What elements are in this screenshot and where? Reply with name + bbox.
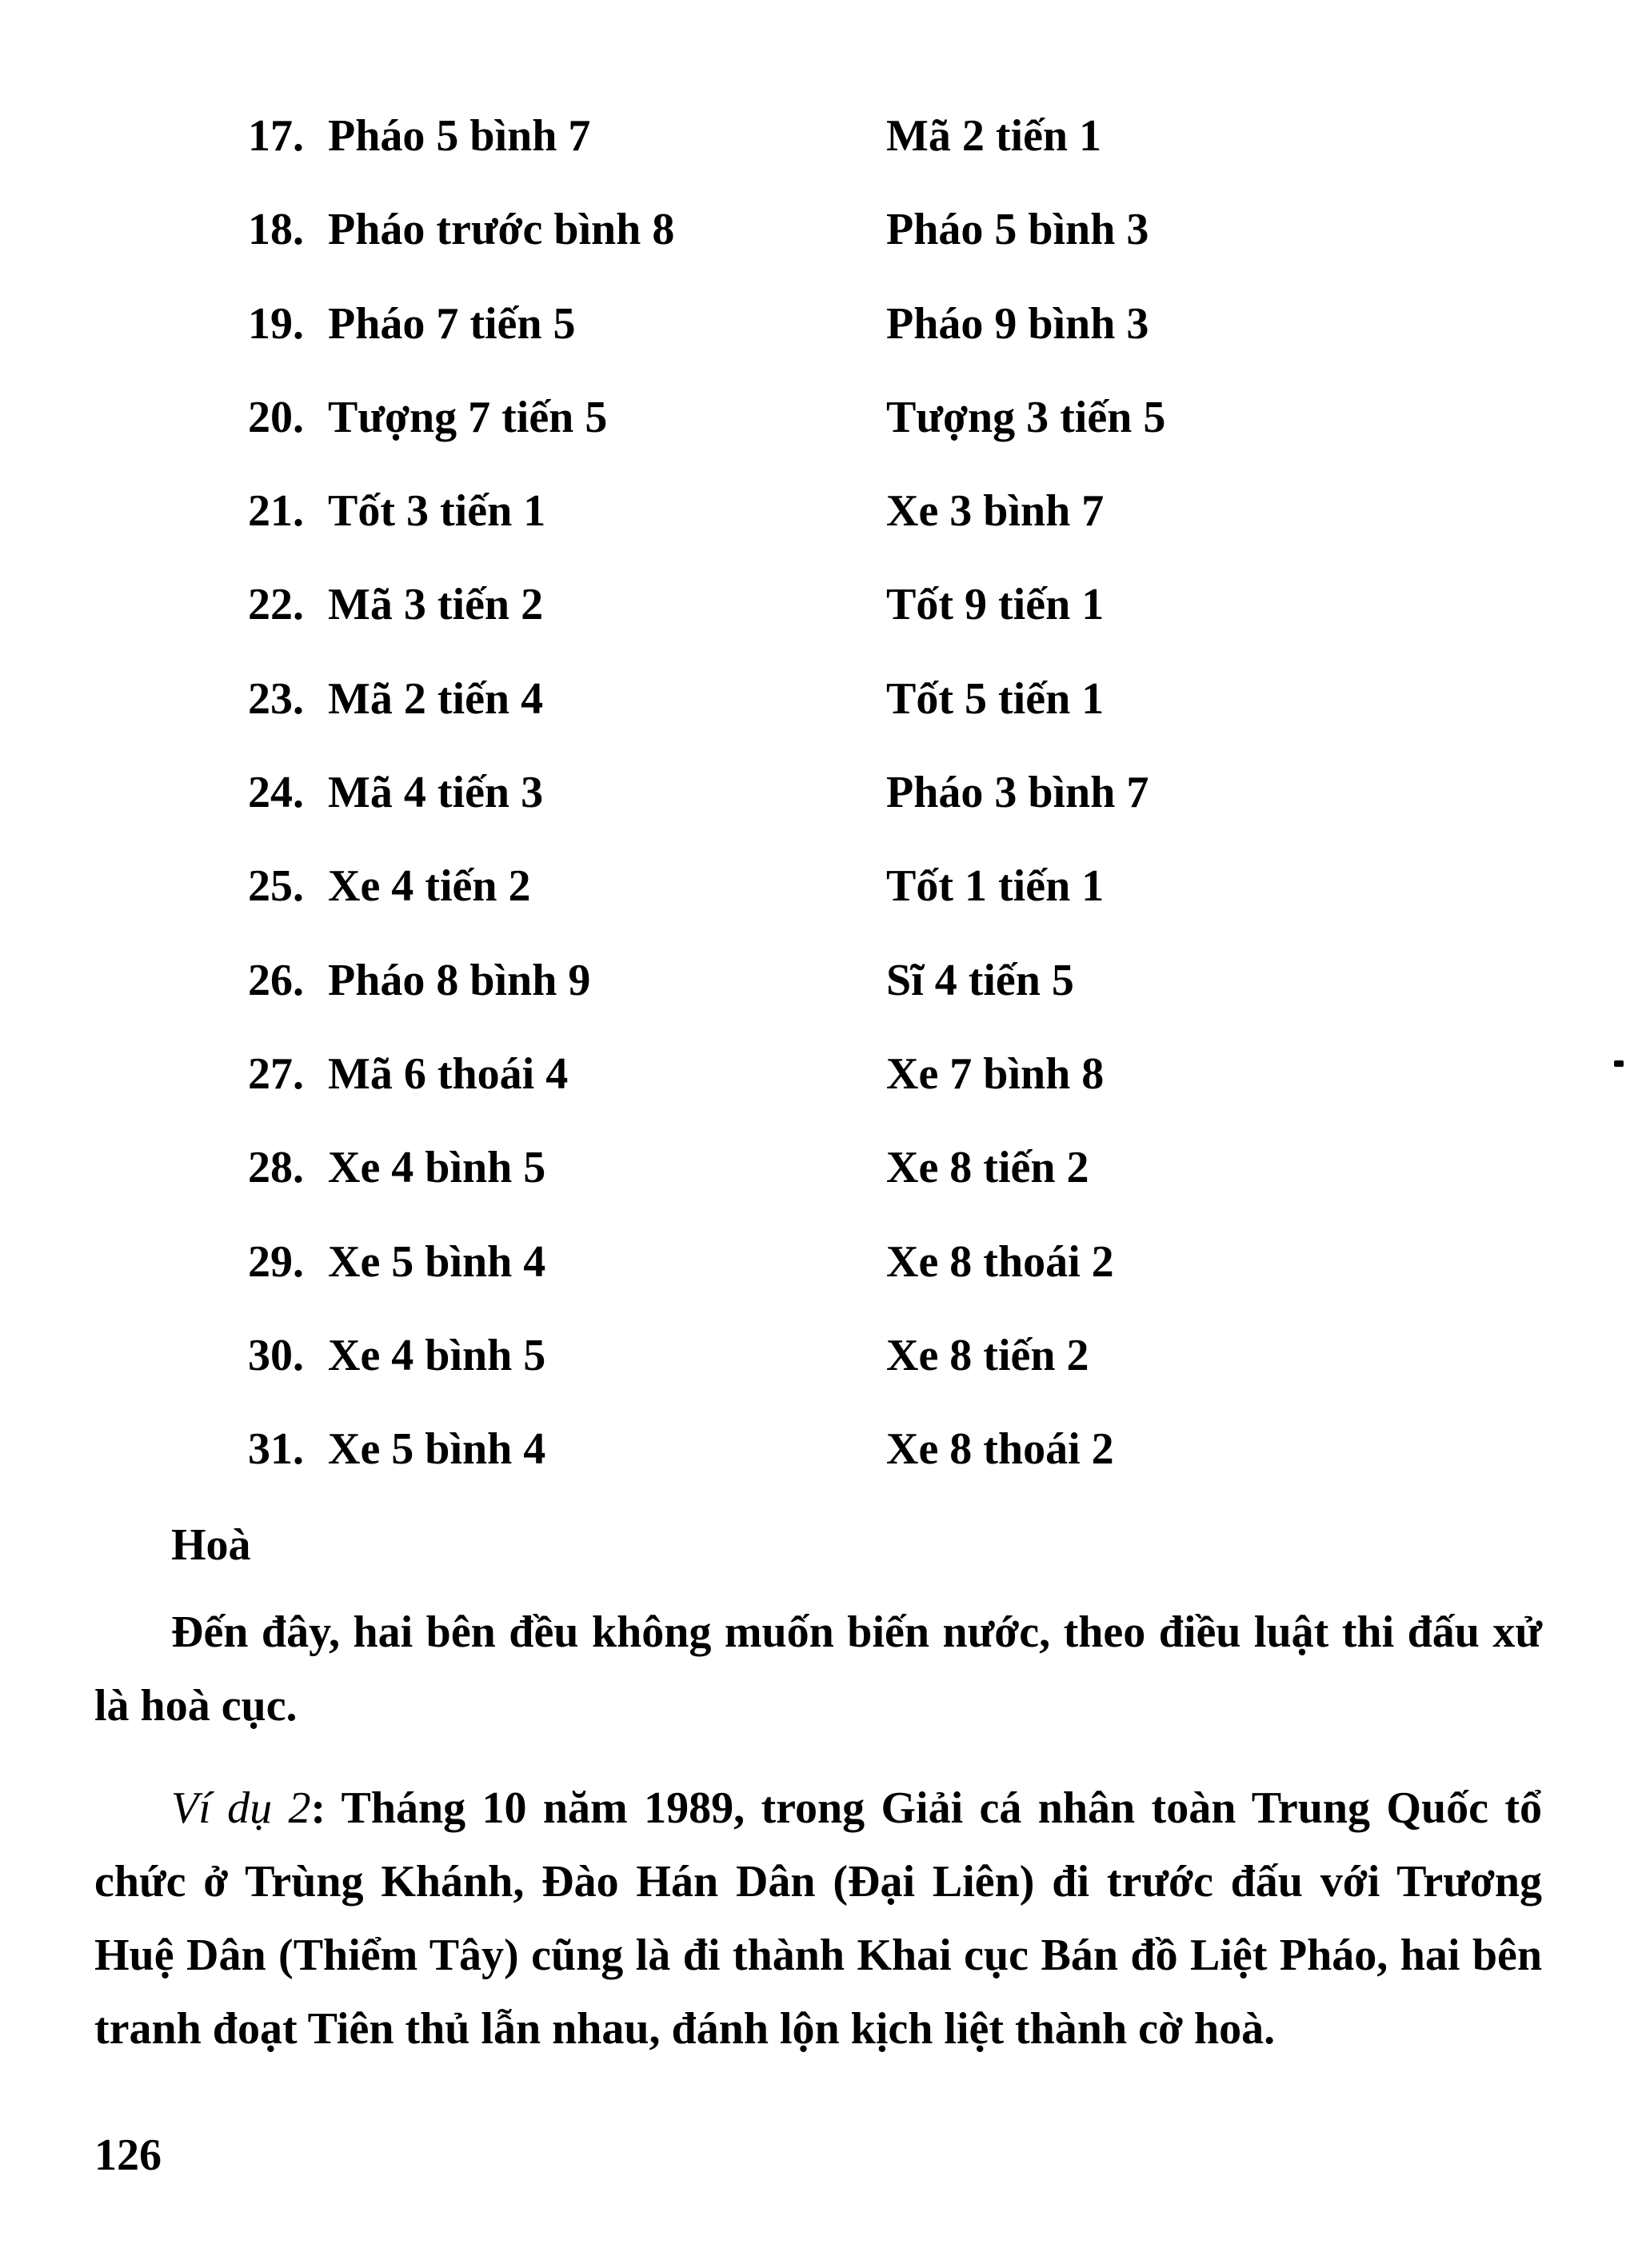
move-row — [0, 948, 1638, 1042]
move-number: 26. — [248, 955, 304, 1005]
move-number: 31. — [248, 1424, 304, 1475]
black-move: Xe 8 tiến 2 — [886, 1143, 1089, 1193]
move-number: 29. — [248, 1236, 304, 1287]
red-move: Xe 4 tiến 2 — [328, 861, 531, 912]
move-number: 22. — [248, 580, 304, 630]
red-move: Tượng 7 tiến 5 — [328, 392, 608, 442]
red-move: Tốt 3 tiến 1 — [328, 486, 546, 537]
move-number: 28. — [248, 1143, 304, 1193]
print-speck — [1614, 1060, 1624, 1067]
red-move: Mã 3 tiến 2 — [328, 580, 544, 630]
move-row — [0, 1042, 1638, 1136]
red-move: Pháo 7 tiến 5 — [328, 298, 576, 349]
move-row — [0, 1324, 1638, 1417]
move-number: 18. — [248, 205, 304, 255]
move-row — [0, 1417, 1638, 1511]
move-number: 27. — [248, 1048, 304, 1099]
move-number: 21. — [248, 486, 304, 537]
black-move: Mã 2 tiến 1 — [886, 111, 1102, 161]
black-move: Pháo 9 bình 3 — [886, 298, 1149, 349]
black-move: Tượng 3 tiến 5 — [886, 392, 1166, 442]
black-move: Tốt 9 tiến 1 — [886, 580, 1105, 630]
move-row — [0, 573, 1638, 666]
move-list — [0, 104, 1638, 1511]
move-number: 17. — [248, 111, 304, 161]
black-move: Tốt 5 tiến 1 — [886, 673, 1105, 724]
move-number: 19. — [248, 298, 304, 349]
move-number: 20. — [248, 392, 304, 442]
move-row — [0, 1136, 1638, 1229]
black-move: Xe 7 bình 8 — [886, 1048, 1105, 1099]
black-move: Pháo 5 bình 3 — [886, 205, 1149, 255]
move-number: 25. — [248, 861, 304, 912]
paragraph-conclusion: Đến đây, hai bên đều không muốn biến nước, theo điều luật thi đấu xử là hoà cục. — [94, 1607, 1542, 1731]
red-move: Pháo trước bình 8 — [328, 205, 675, 255]
red-move: Xe 5 bình 4 — [328, 1236, 546, 1287]
example-label: Ví dụ 2 — [171, 1783, 311, 1833]
move-row — [0, 385, 1638, 479]
black-move: Xe 3 bình 7 — [886, 486, 1105, 537]
red-move: Pháo 5 bình 7 — [328, 111, 591, 161]
red-move: Pháo 8 bình 9 — [328, 955, 591, 1005]
move-row — [0, 761, 1638, 854]
red-move: Mã 4 tiến 3 — [328, 768, 544, 818]
move-row — [0, 104, 1638, 198]
page-number: 126 — [94, 2130, 162, 2180]
black-move: Xe 8 thoái 2 — [886, 1236, 1114, 1287]
black-move: Sĩ 4 tiến 5 — [886, 955, 1074, 1005]
move-number: 30. — [248, 1330, 304, 1380]
black-move: Xe 8 tiến 2 — [886, 1330, 1089, 1380]
move-row — [0, 292, 1638, 385]
game-result: Hoà — [171, 1520, 251, 1570]
move-row — [0, 667, 1638, 761]
red-move: Xe 4 bình 5 — [328, 1330, 546, 1380]
red-move: Xe 5 bình 4 — [328, 1424, 546, 1475]
move-row — [0, 854, 1638, 948]
move-number: 23. — [248, 673, 304, 724]
black-move: Tốt 1 tiến 1 — [886, 861, 1105, 912]
red-move: Mã 6 thoái 4 — [328, 1048, 569, 1099]
red-move: Mã 2 tiến 4 — [328, 673, 544, 724]
black-move: Pháo 3 bình 7 — [886, 768, 1149, 818]
move-row — [0, 1230, 1638, 1324]
move-number: 24. — [248, 768, 304, 818]
paragraph-example-2 — [94, 1771, 1542, 2066]
example-text: : Tháng 10 năm 1989, trong Giải cá nhân toàn Trung Quốc tổ chức ở Trùng Khánh, Đào Hán Dân (Đại Liên) đi trước đấu với Trương Huệ Dân (Thiểm Tây) cũng là đi thành Khai cục Bán đồ Liệt Pháo, hai bên tranh đoạt Tiên thủ lẫn nhau, đánh lộn kịch liệt thành cờ hoà. — [94, 1783, 1543, 2054]
black-move: Xe 8 thoái 2 — [886, 1424, 1114, 1475]
move-row — [0, 479, 1638, 573]
move-row — [0, 198, 1638, 291]
red-move: Xe 4 bình 5 — [328, 1143, 546, 1193]
